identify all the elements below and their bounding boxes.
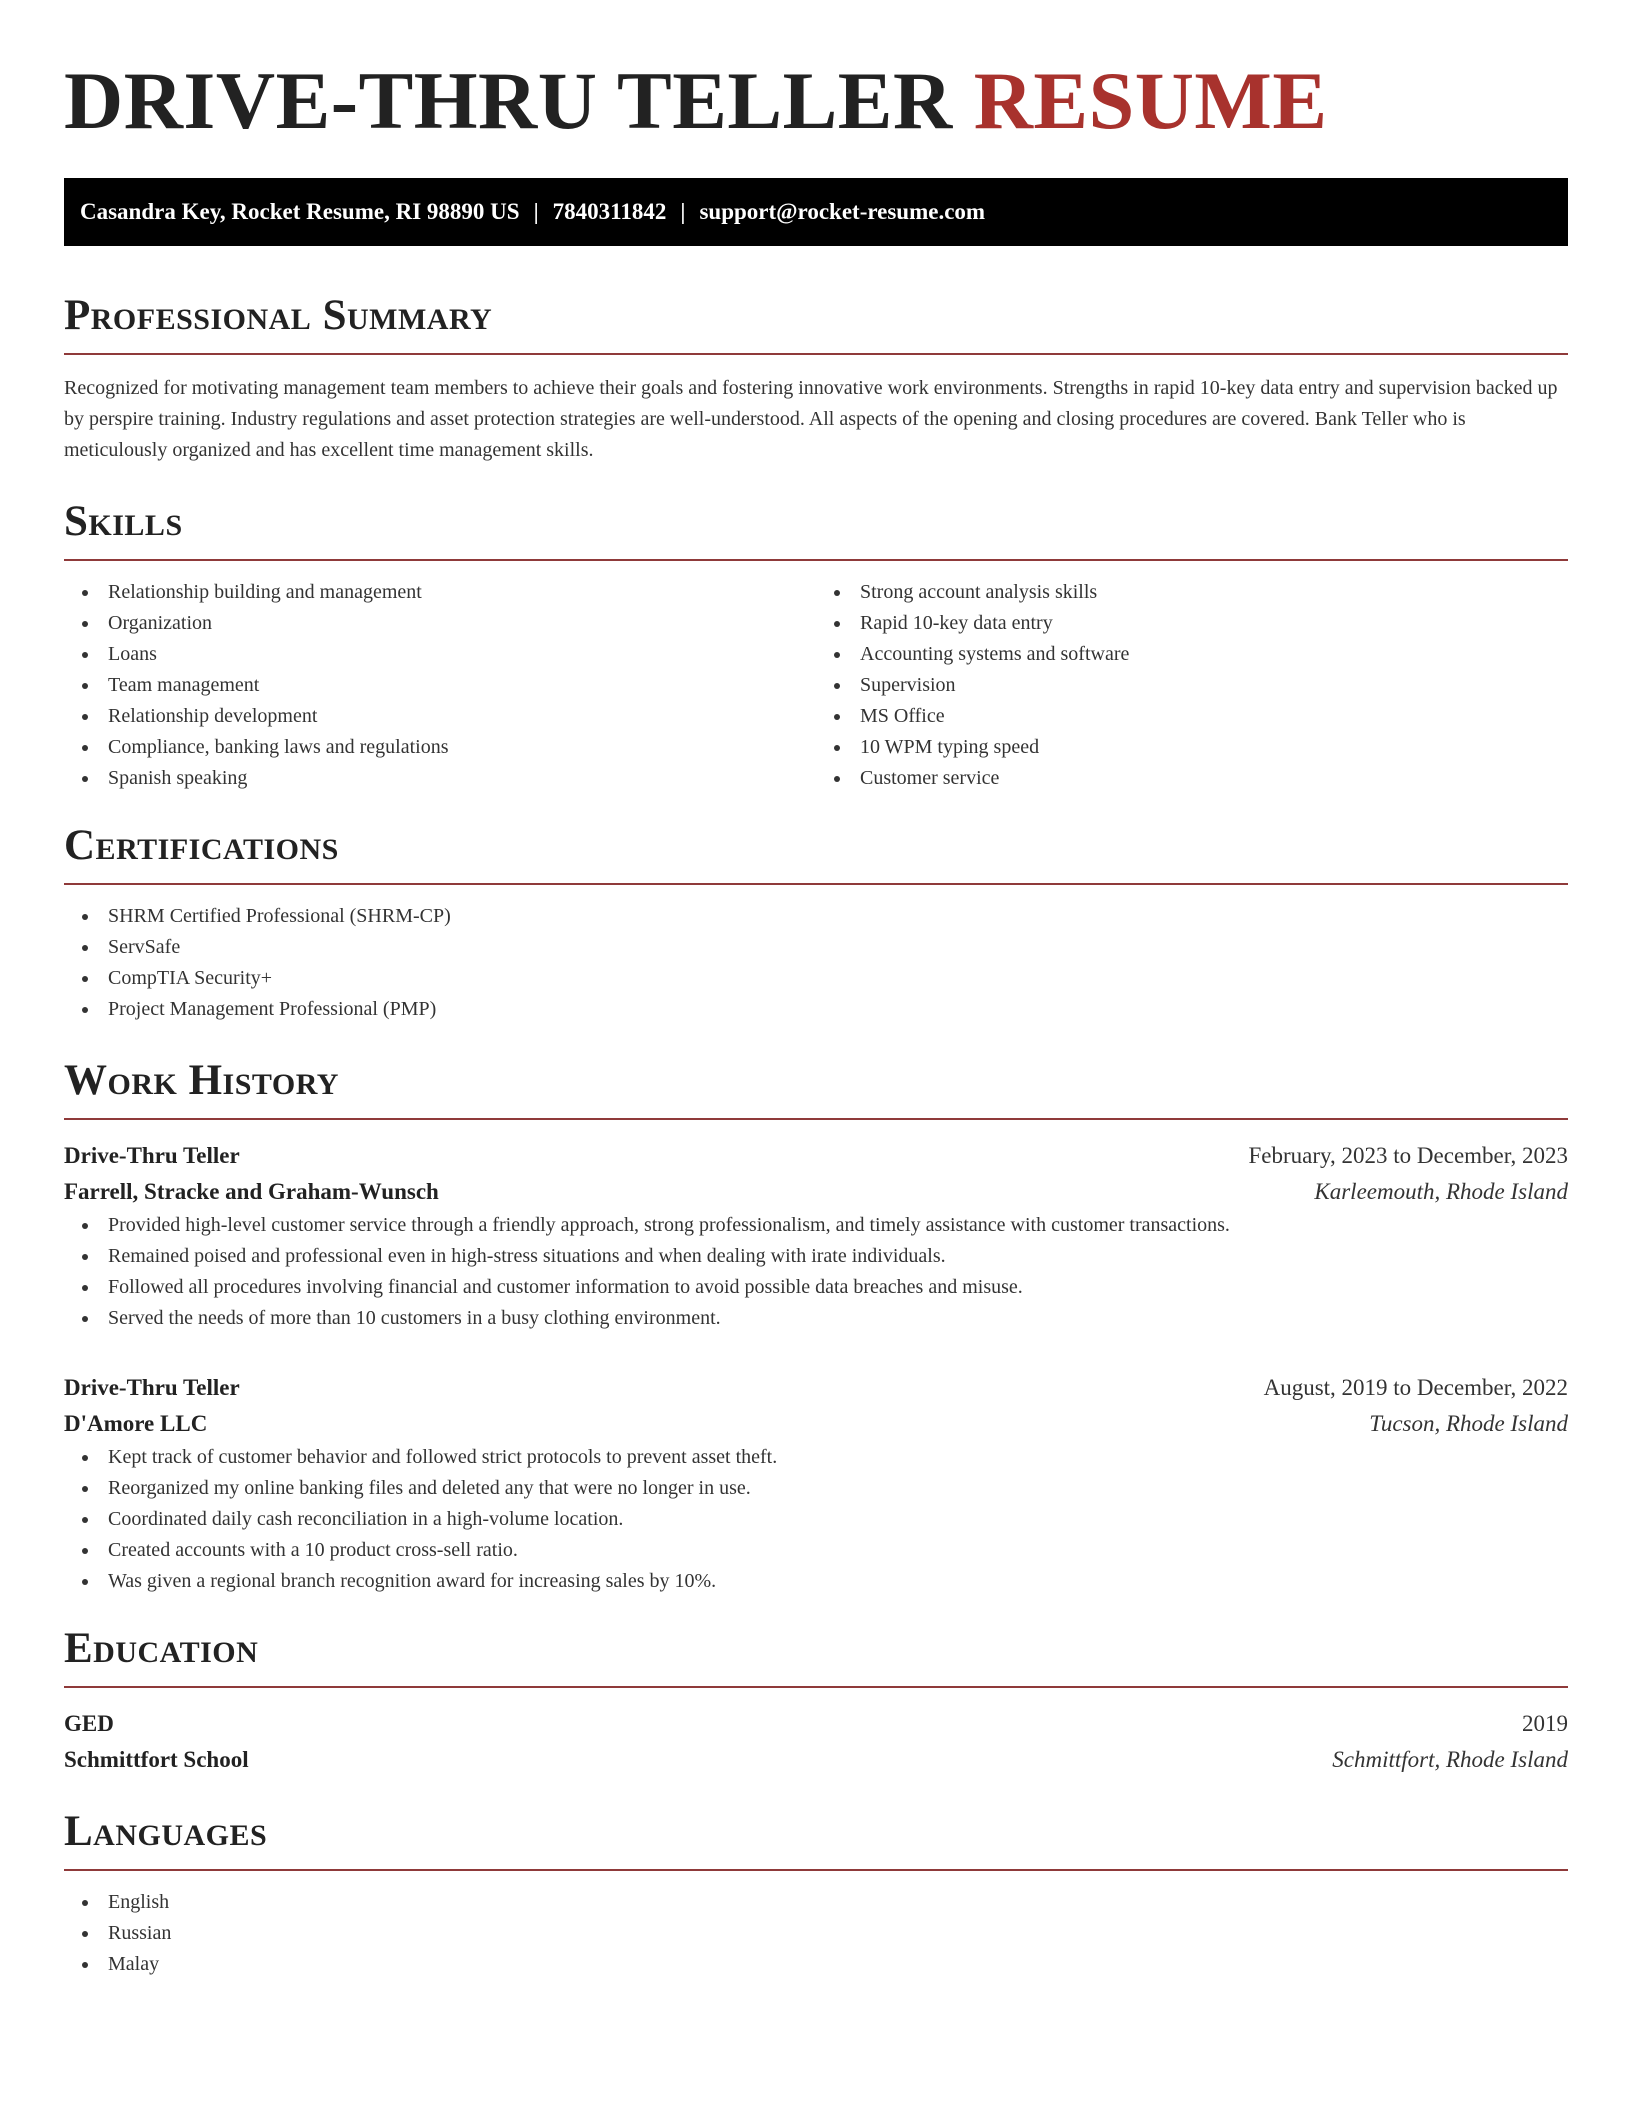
list-item: Customer service xyxy=(816,763,1568,794)
certifications-section xyxy=(64,824,1568,1025)
work-heading: Work History xyxy=(64,1057,339,1104)
job-bullets xyxy=(64,1442,1568,1597)
list-item: English xyxy=(64,1887,1568,1918)
contact-email: support@rocket-resume.com xyxy=(699,199,986,224)
education-section xyxy=(64,1627,1568,1778)
list-item: MS Office xyxy=(816,701,1568,732)
list-item: Supervision xyxy=(816,670,1568,701)
skills-list-left xyxy=(64,577,816,794)
job-title: Drive-Thru Teller xyxy=(64,1375,240,1400)
list-item: Provided high-level customer service through a friendly approach, strong professionalism, and timely assistance with customer transactions. xyxy=(64,1210,1568,1241)
education-degree: GED xyxy=(64,1711,114,1736)
list-item: Followed all procedures involving financial and customer information to avoid possible data breaches and misuse. xyxy=(64,1272,1568,1303)
job-company-row xyxy=(64,1406,1568,1442)
education-location: Schmittfort, Rhode Island xyxy=(1332,1747,1568,1772)
job-company: D'Amore LLC xyxy=(64,1411,208,1436)
contact-phone: 7840311842 xyxy=(552,199,667,224)
languages-section xyxy=(64,1810,1568,1980)
list-item: Spanish speaking xyxy=(64,763,816,794)
education-year: 2019 xyxy=(1522,1711,1568,1736)
contact-bar xyxy=(64,178,1568,246)
job-location: Tucson, Rhode Island xyxy=(1369,1411,1568,1436)
job-location: Karleemouth, Rhode Island xyxy=(1314,1179,1568,1204)
work-section xyxy=(64,1059,1568,1597)
job-dates: August, 2019 to December, 2022 xyxy=(1263,1375,1568,1400)
list-item: Remained poised and professional even in high-stress situations and when dealing with irate individuals. xyxy=(64,1241,1568,1272)
list-item: Strong account analysis skills xyxy=(816,577,1568,608)
list-item: Coordinated daily cash reconciliation in a high-volume location. xyxy=(64,1504,1568,1535)
list-item: Rapid 10-key data entry xyxy=(816,608,1568,639)
list-item: Relationship building and management xyxy=(64,577,816,608)
certifications-list xyxy=(64,901,1568,1025)
section-divider xyxy=(64,1686,1568,1688)
job-header-row xyxy=(64,1370,1568,1406)
certifications-heading: Certifications xyxy=(64,822,339,869)
list-item: ServSafe xyxy=(64,932,1568,963)
title-main: DRIVE-THRU TELLER xyxy=(64,55,953,146)
skills-grid xyxy=(64,577,1568,794)
languages-list xyxy=(64,1887,1568,1980)
job-company-row xyxy=(64,1174,1568,1210)
list-item: Served the needs of more than 10 customers in a busy clothing environment. xyxy=(64,1303,1568,1334)
job-entry xyxy=(64,1138,1568,1334)
contact-separator: | xyxy=(680,199,686,224)
page-title xyxy=(64,55,1568,146)
section-divider xyxy=(64,353,1568,355)
list-item: Organization xyxy=(64,608,816,639)
list-item: Was given a regional branch recognition award for increasing sales by 10%. xyxy=(64,1566,1568,1597)
list-item: Compliance, banking laws and regulations xyxy=(64,732,816,763)
skills-list-right xyxy=(816,577,1568,794)
list-item: Project Management Professional (PMP) xyxy=(64,994,1568,1025)
section-divider xyxy=(64,559,1568,561)
skills-heading: Skills xyxy=(64,498,183,545)
job-company: Farrell, Stracke and Graham-Wunsch xyxy=(64,1179,439,1204)
education-school-row xyxy=(64,1742,1568,1778)
job-bullets xyxy=(64,1210,1568,1334)
list-item: Relationship development xyxy=(64,701,816,732)
list-item: SHRM Certified Professional (SHRM-CP) xyxy=(64,901,1568,932)
list-item: 10 WPM typing speed xyxy=(816,732,1568,763)
section-divider xyxy=(64,1869,1568,1871)
list-item: Team management xyxy=(64,670,816,701)
job-header-row xyxy=(64,1138,1568,1174)
list-item: Loans xyxy=(64,639,816,670)
list-item: Russian xyxy=(64,1918,1568,1949)
section-divider xyxy=(64,883,1568,885)
summary-heading: Professional Summary xyxy=(64,292,493,339)
education-entry xyxy=(64,1706,1568,1778)
list-item: Created accounts with a 10 product cross-sell ratio. xyxy=(64,1535,1568,1566)
list-item: Malay xyxy=(64,1949,1568,1980)
job-dates: February, 2023 to December, 2023 xyxy=(1248,1143,1568,1168)
list-item: Accounting systems and software xyxy=(816,639,1568,670)
contact-separator: | xyxy=(533,199,539,224)
education-degree-row xyxy=(64,1706,1568,1742)
title-accent: RESUME xyxy=(973,55,1328,146)
list-item: CompTIA Security+ xyxy=(64,963,1568,994)
contact-address: Casandra Key, Rocket Resume, RI 98890 US xyxy=(80,199,520,224)
section-divider xyxy=(64,1118,1568,1120)
education-school: Schmittfort School xyxy=(64,1747,249,1772)
summary-text: Recognized for motivating management team members to achieve their goals and fostering innovative work environments. Strengths in rapid 10-key data entry and supervision backed up by perspire training. Industry regulations and asset protection strategies are well-understood. All aspects of the opening and closing procedures are covered. Bank Teller who is meticulously organized and has excellent time management skills. xyxy=(64,377,1558,461)
job-title: Drive-Thru Teller xyxy=(64,1143,240,1168)
skills-section xyxy=(64,500,1568,794)
list-item: Kept track of customer behavior and followed strict protocols to prevent asset theft. xyxy=(64,1442,1568,1473)
job-entry xyxy=(64,1370,1568,1597)
languages-heading: Languages xyxy=(64,1808,268,1855)
summary-section xyxy=(64,294,1568,466)
list-item: Reorganized my online banking files and deleted any that were no longer in use. xyxy=(64,1473,1568,1504)
education-heading: Education xyxy=(64,1625,259,1672)
